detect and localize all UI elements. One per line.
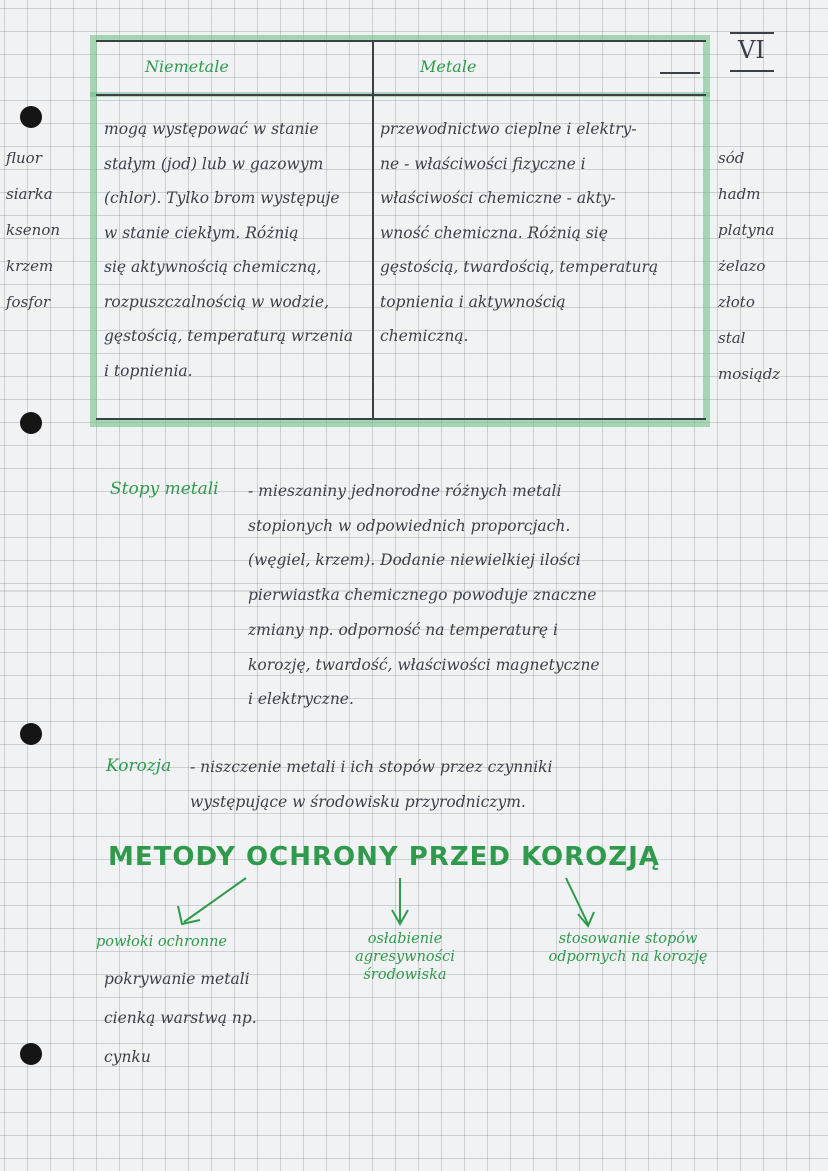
example-item: stal — [718, 329, 746, 347]
page-number: VI — [738, 36, 765, 64]
method-coatings: powłoki ochronne — [96, 934, 227, 950]
alloys-term: Stopy metali — [110, 479, 219, 499]
example-item: fluor — [6, 149, 42, 167]
metals-header: Metale — [420, 57, 477, 76]
alloys-definition: - mieszaniny jednorodne różnych metali stopionych w odpowiednich proporcjach. (węgiel, krzem). Dodanie niewielkiej ilości pierwiastka chemicznego powoduje znaczne zmiany np. odporność na temperaturę i korozję, twardość, właściwości magnetyczne i elektryczne. — [248, 482, 600, 709]
example-item: hadm — [718, 185, 761, 203]
binder-hole — [20, 106, 42, 128]
nonmetal-examples — [6, 140, 60, 320]
binder-hole — [20, 723, 42, 745]
example-item: platyna — [718, 221, 775, 239]
table-header-rule — [96, 94, 706, 96]
binder-hole — [20, 1043, 42, 1065]
page-number-overline — [730, 32, 774, 34]
metals-description: przewodnictwo cieplne i elektry- ne - właściwości fizyczne i właściwości chemiczne - akty- wność chemiczna. Różnią się gęstością, twardością, temperaturą topnienia i aktywnością chemiczną. — [380, 120, 659, 345]
corrosion-term: Korozja — [106, 756, 172, 776]
page-number-underline — [730, 70, 774, 72]
example-item: krzem — [6, 257, 54, 275]
nonmetals-description: mogą występować w stanie stałym (jod) lub w gazowym (chlor). Tylko brom występuje w stanie ciekłym. Różnią się aktywnością chemiczną, rozpuszczalnością w wodzie, gęstością, temperaturą wrzenia i topnienia. — [104, 120, 354, 380]
example-item: siarka — [6, 185, 53, 203]
table-bottom-rule — [96, 418, 706, 420]
coatings-description: pokrywanie metali cienką warstwą np. cynku — [104, 970, 257, 1066]
example-item: złoto — [718, 293, 755, 311]
example-item: sód — [718, 149, 745, 167]
method-resistant-alloys: stosowanie stopów odpornych na korozję — [548, 931, 708, 965]
header-dash — [660, 72, 700, 74]
table-top-rule — [96, 40, 706, 42]
example-item: ksenon — [6, 221, 61, 239]
corrosion-definition: - niszczenie metali i ich stopów przez czynniki występujące w środowisku przyrodniczym. — [190, 758, 553, 811]
example-item: żelazo — [718, 257, 766, 275]
example-item: fosfor — [6, 293, 51, 311]
nonmetals-header: Niemetale — [145, 57, 229, 76]
example-item: mosiądz — [718, 365, 781, 383]
table-column-divider — [372, 40, 374, 420]
binder-hole — [20, 412, 42, 434]
methods-heading: METODY OCHRONY PRZED KOROZJĄ — [108, 842, 660, 872]
metal-examples — [718, 140, 780, 392]
method-reduce-aggressiveness: osłabienie agresywności środowiska — [355, 931, 455, 983]
